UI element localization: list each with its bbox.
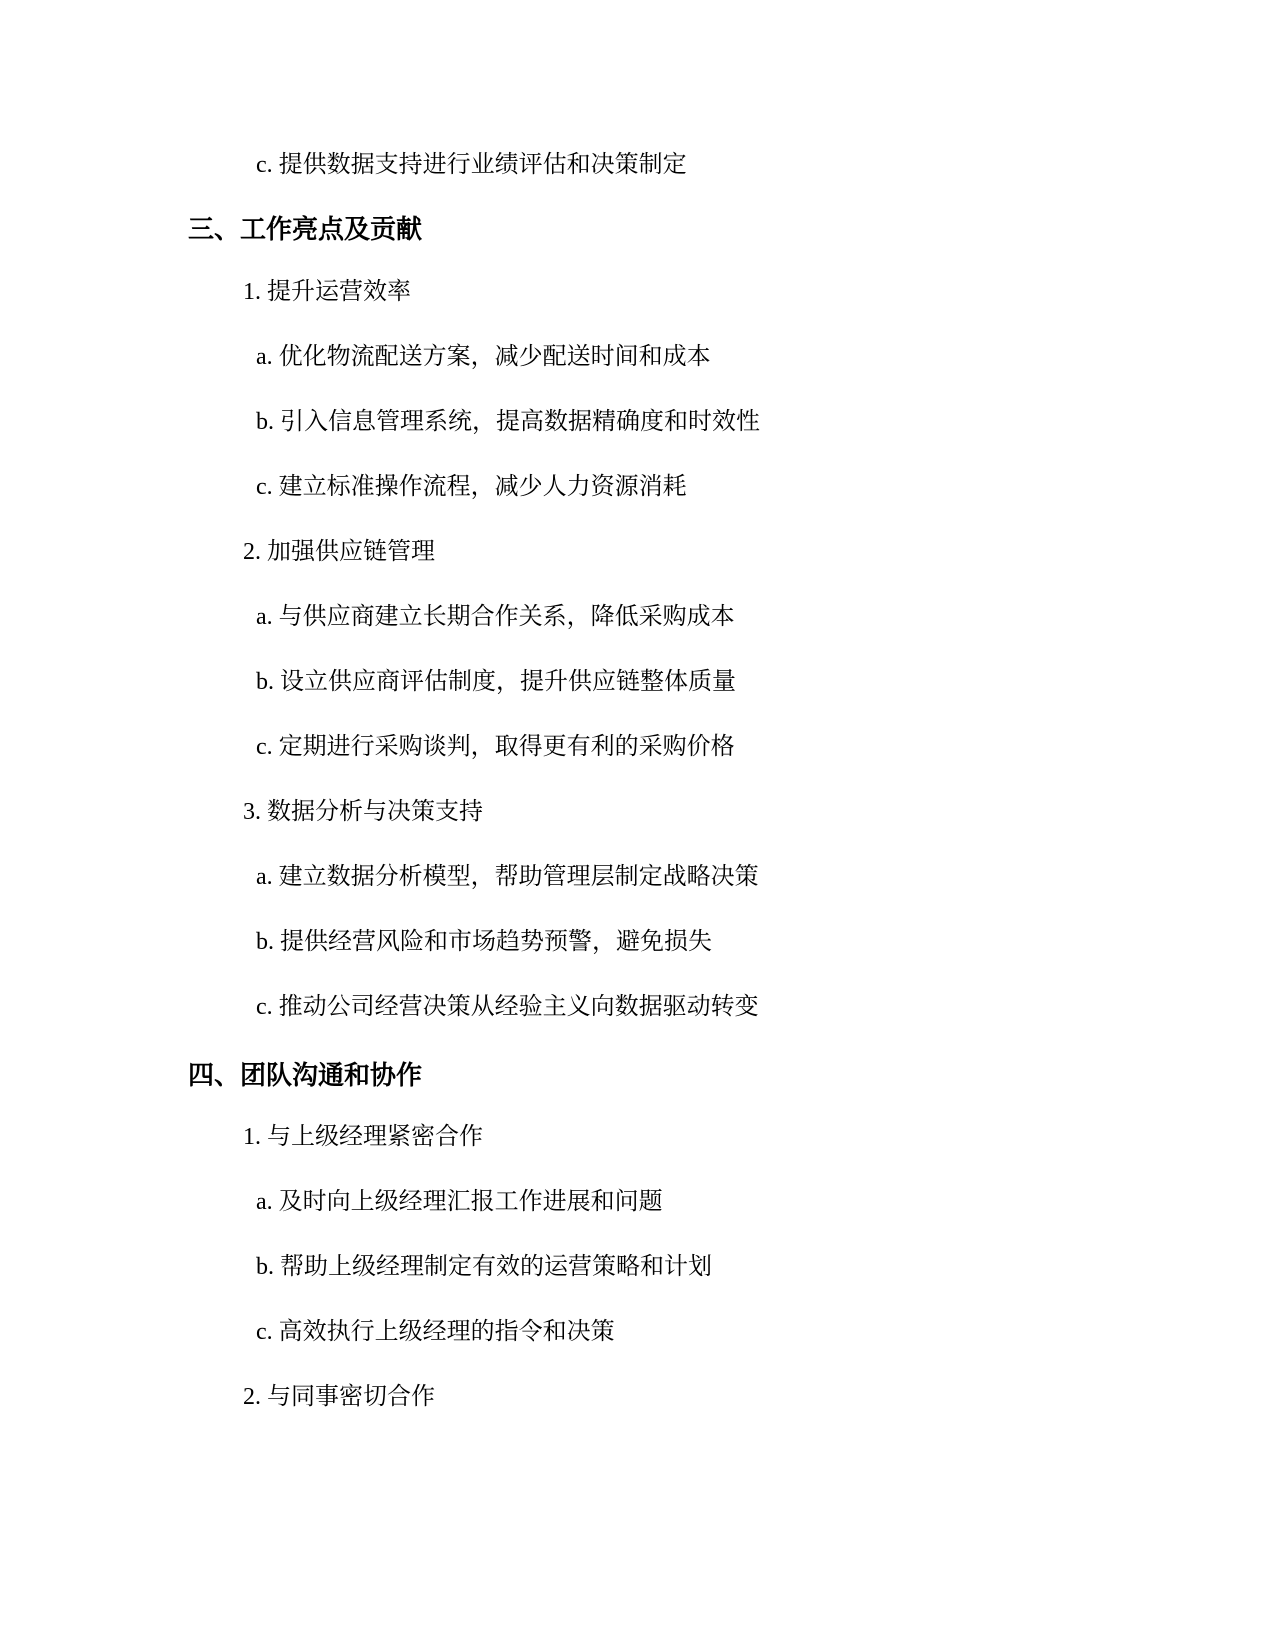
sub-item-a-report: a. 及时向上级经理汇报工作进展和问题	[256, 1189, 663, 1215]
sub-item-c-execute: c. 高效执行上级经理的指令和决策	[256, 1319, 615, 1345]
sub-item-a-logistics: a. 优化物流配送方案，减少配送时间和成本	[256, 344, 711, 370]
list-item-colleague-cooperation: 2. 与同事密切合作	[243, 1384, 435, 1410]
sub-item-b-strategy: b. 帮助上级经理制定有效的运营策略和计划	[256, 1254, 712, 1280]
list-item-improve-efficiency: 1. 提升运营效率	[243, 279, 411, 305]
section-heading-4: 四、团队沟通和协作	[188, 1060, 423, 1090]
sub-item-c-sop: c. 建立标准操作流程，减少人力资源消耗	[256, 474, 687, 500]
sub-item-a-analysis-model: a. 建立数据分析模型，帮助管理层制定战略决策	[256, 864, 759, 890]
sub-item-c-data-driven: c. 推动公司经营决策从经验主义向数据驱动转变	[256, 994, 759, 1020]
sub-item-c-data-support: c. 提供数据支持进行业绩评估和决策制定	[256, 152, 687, 178]
sub-item-b-risk-warning: b. 提供经营风险和市场趋势预警，避免损失	[256, 929, 712, 955]
sub-item-b-supplier-evaluation: b. 设立供应商评估制度，提升供应链整体质量	[256, 669, 736, 695]
sub-item-c-negotiation: c. 定期进行采购谈判，取得更有利的采购价格	[256, 734, 735, 760]
list-item-data-analysis: 3. 数据分析与决策支持	[243, 799, 483, 825]
sub-item-a-suppliers: a. 与供应商建立长期合作关系，降低采购成本	[256, 604, 735, 630]
list-item-supply-chain: 2. 加强供应链管理	[243, 539, 435, 565]
sub-item-b-info-system: b. 引入信息管理系统，提高数据精确度和时效性	[256, 409, 760, 435]
section-heading-3: 三、工作亮点及贡献	[188, 214, 423, 244]
list-item-manager-cooperation: 1. 与上级经理紧密合作	[243, 1124, 483, 1150]
